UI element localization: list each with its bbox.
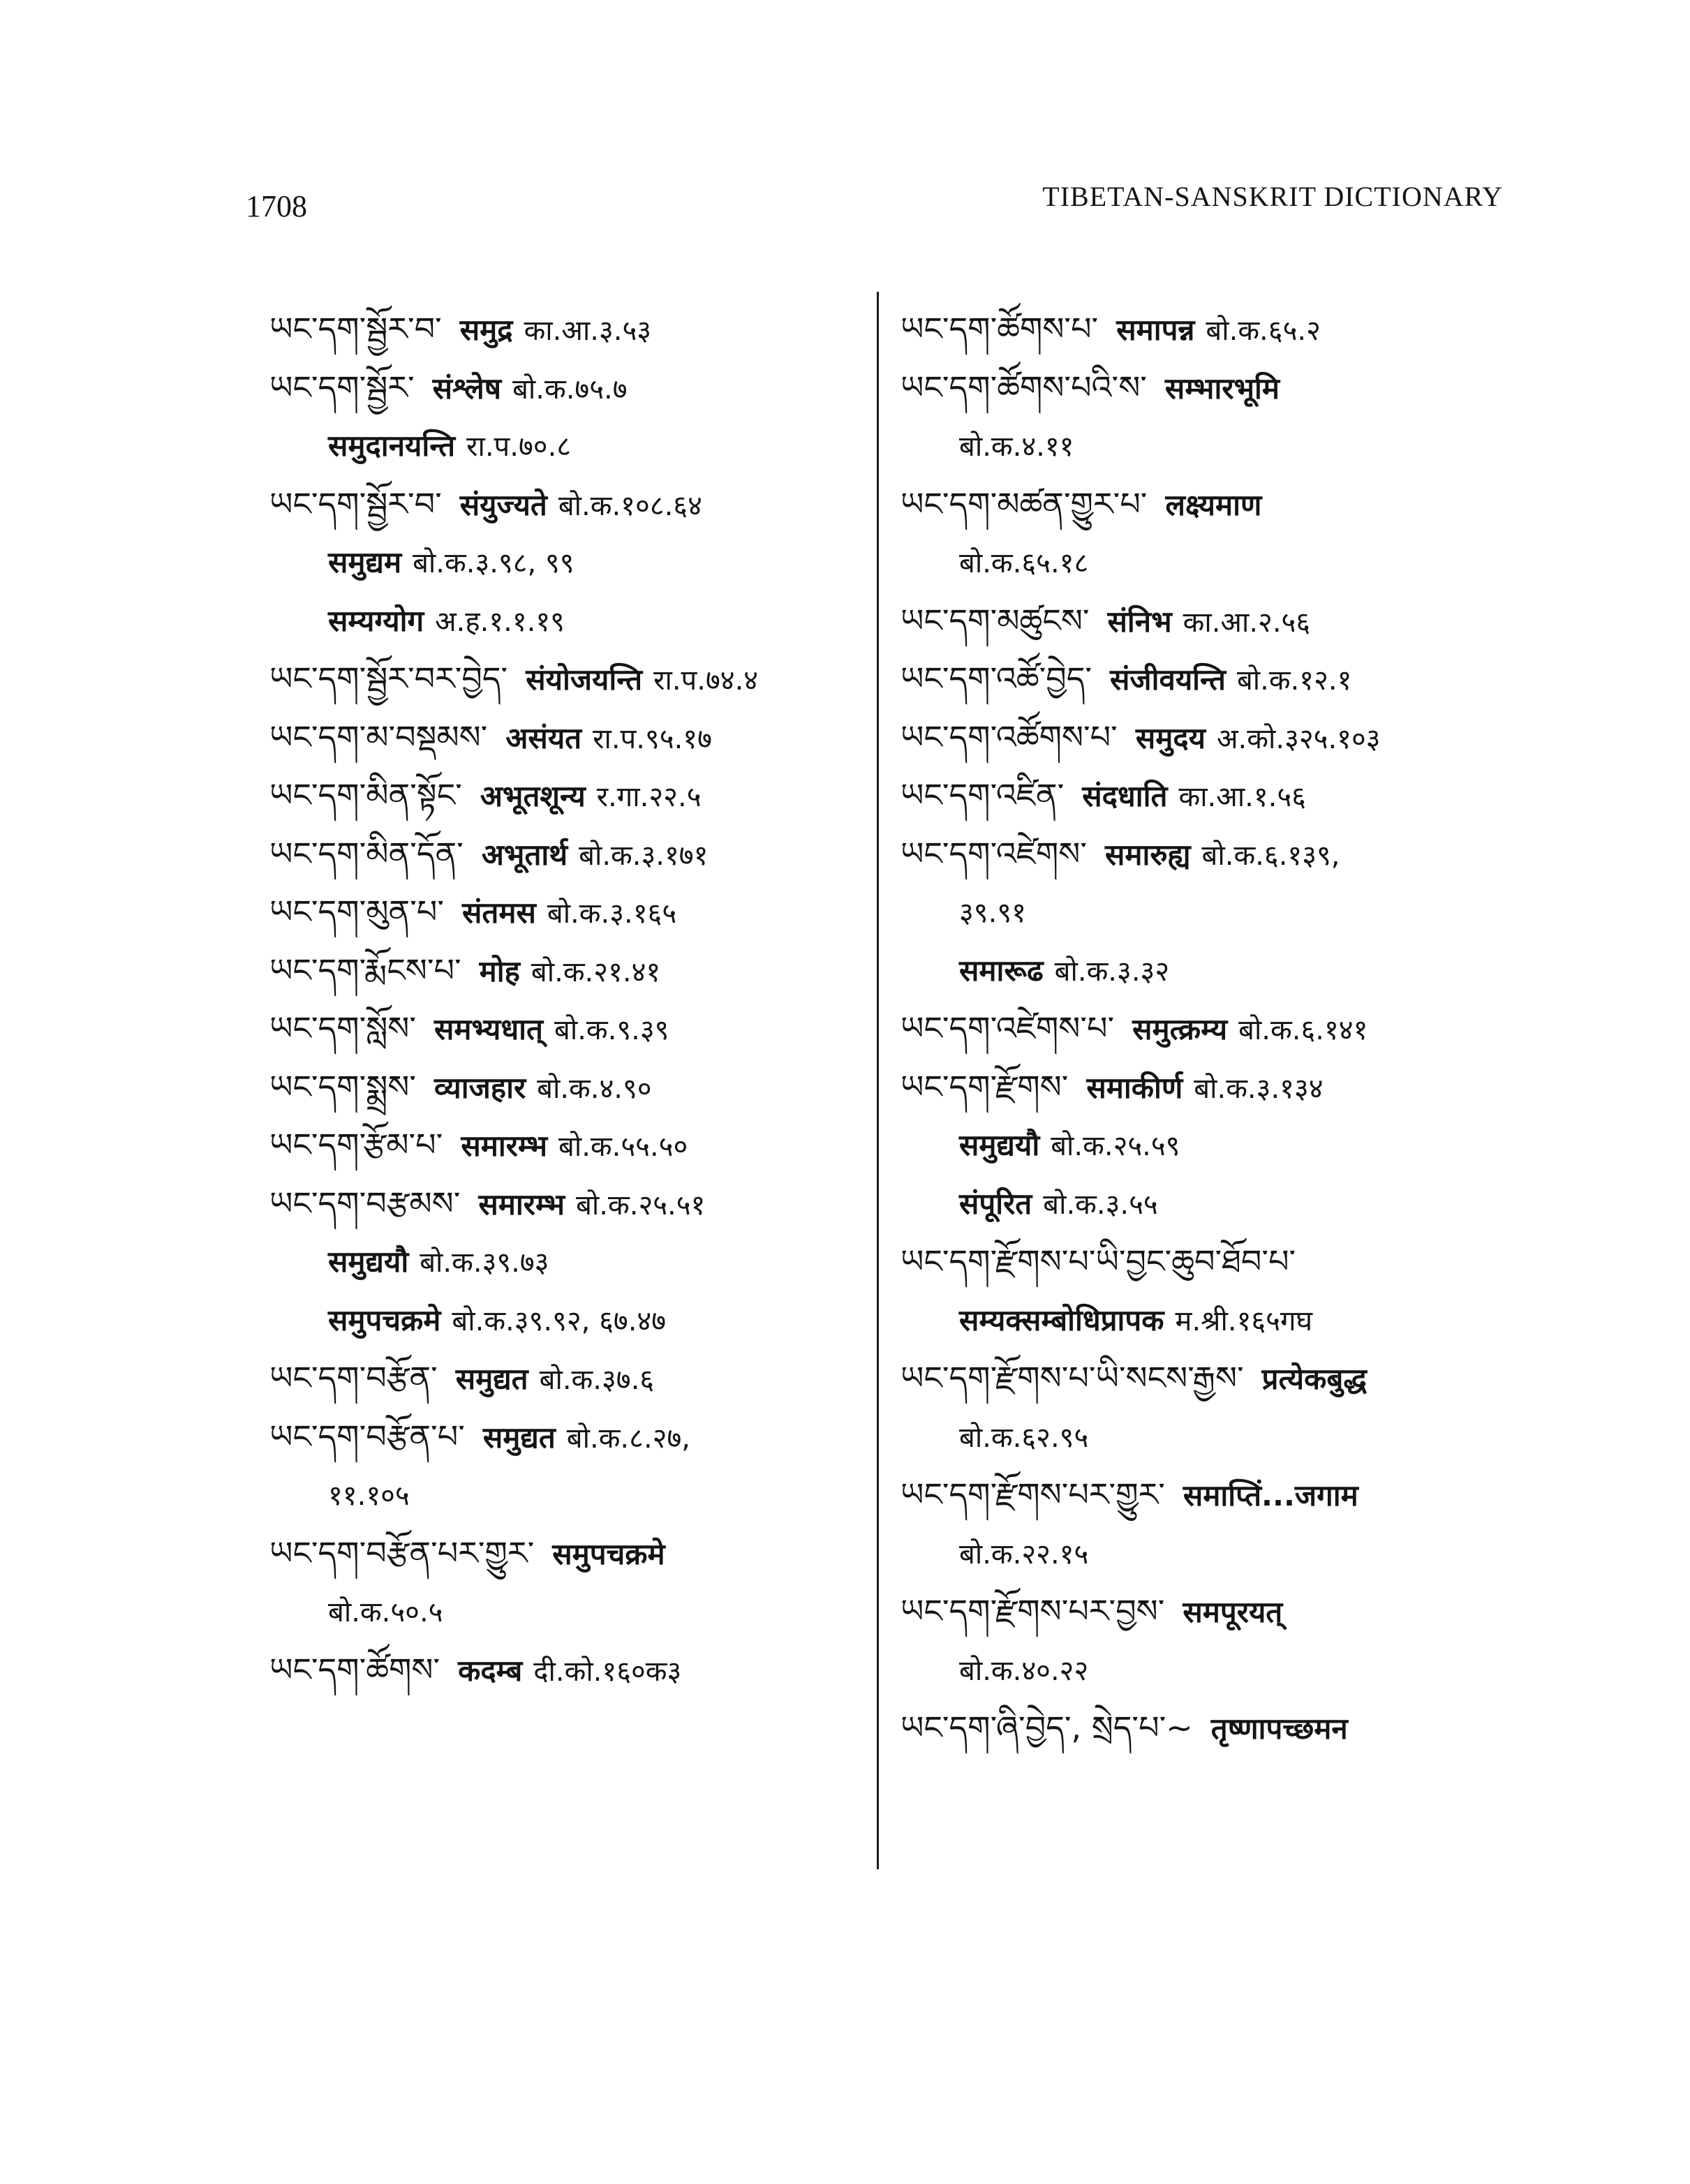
source-reference: बो.क.९.३९	[554, 1014, 669, 1046]
sanskrit-equivalent: संयुज्यते	[459, 487, 547, 522]
sanskrit-equivalent: सम्यक्सम्बोधिप्रापक	[959, 1302, 1164, 1337]
running-head: TIBETAN-SANSKRIT DICTIONARY	[1042, 181, 1503, 212]
source-reference: बो.क.३.१६५	[547, 898, 677, 930]
sanskrit-equivalent: सम्यग्योग	[328, 603, 424, 638]
tibetan-headword: ཡང་དག་འཛེགས་པ་	[900, 1009, 1115, 1047]
sanskrit-equivalent: असंयत	[505, 720, 582, 755]
sanskrit-equivalent: समुद्यम	[328, 545, 402, 579]
sanskrit-equivalent: समपूरयत्	[1183, 1595, 1283, 1629]
source-reference: रा.प.७०.८	[466, 431, 572, 463]
dictionary-entry	[269, 1349, 870, 1408]
tibetan-headword: ཡང་དག་རྫོགས་པ་ཡི་བྱང་ཆུབ་ཐོབ་པ་	[900, 1242, 1296, 1280]
dictionary-entry	[900, 825, 1515, 884]
sanskrit-equivalent: संनिभ	[1107, 604, 1172, 639]
dictionary-entry	[269, 942, 870, 1000]
tibetan-headword: ཡང་དག་འཚོ་བྱེད་	[900, 660, 1092, 697]
dictionary-entry	[269, 475, 870, 534]
tibetan-headword: ཡང་དག་རྩོམ་པ་	[269, 1126, 443, 1164]
tibetan-headword: ཡང་དག་སྦྱོར་	[269, 368, 415, 406]
tibetan-headword: ཡང་དག་ཚོགས་པ་	[900, 310, 1099, 348]
sanskrit-equivalent: समुद्र	[459, 313, 513, 347]
dictionary-entry	[900, 1000, 1515, 1058]
tibetan-headword: ཡང་དག་རྫོགས་པར་བྱས་	[900, 1592, 1165, 1630]
entry-continuation-line	[269, 417, 870, 475]
source-reference: रा.प.७४.४	[653, 664, 759, 697]
source-reference: बो.क.३९.७३	[420, 1247, 549, 1279]
sanskrit-equivalent: समाकीर्ण	[1086, 1070, 1183, 1105]
sanskrit-equivalent: समुदय	[1135, 720, 1206, 755]
entry-continuation-line	[269, 533, 870, 592]
source-reference: बो.क.४.९०	[537, 1072, 652, 1105]
tibetan-headword: ཡང་དག་འཚོགས་པ་	[900, 718, 1118, 756]
source-reference: बो.क.५०.५	[328, 1596, 443, 1628]
source-reference: बो.क.३.१३४	[1194, 1072, 1324, 1105]
sanskrit-equivalent: संतमस	[462, 896, 536, 930]
column-divider	[877, 292, 879, 1869]
tibetan-headword: ཡང་དག་བརྩམས་	[269, 1184, 461, 1222]
sanskrit-equivalent: व्याजहार	[434, 1070, 526, 1105]
source-reference: ११.१०५	[328, 1480, 410, 1512]
dictionary-entry	[269, 1175, 870, 1233]
entry-continuation-line	[900, 533, 1515, 592]
tibetan-headword: ཡང་དག་འཛེགས་	[900, 834, 1087, 872]
source-reference: बो.क.१०८.६४	[558, 489, 702, 522]
source-reference: बो.क.६५.१८	[959, 547, 1089, 579]
left-column	[269, 300, 870, 1699]
tibetan-headword: ཡང་དག་མཚན་གྱུར་པ་	[900, 484, 1148, 523]
tibetan-headword: ཡང་དག་བརྩོན་པར་གྱུར་	[269, 1533, 535, 1572]
dictionary-entry	[269, 300, 870, 359]
source-reference: अ.को.३२५.१०३	[1217, 722, 1381, 755]
dictionary-entry	[269, 359, 870, 417]
sanskrit-equivalent: समुत्क्रम्य	[1132, 1012, 1228, 1046]
sanskrit-equivalent: अभूतार्थ	[481, 837, 568, 872]
tibetan-headword: ཡང་དག་བརྩོན་	[269, 1359, 438, 1397]
dictionary-entry	[900, 650, 1515, 708]
source-reference: अ.ह.१.१.१९	[435, 605, 565, 638]
dictionary-entry	[900, 1582, 1515, 1641]
dictionary-entry	[900, 359, 1515, 417]
sanskrit-equivalent: समापन्न	[1116, 313, 1195, 347]
sanskrit-equivalent: संदधाति	[1082, 779, 1168, 813]
dictionary-entry	[269, 1524, 870, 1583]
entry-continuation-line	[900, 417, 1515, 475]
source-reference: बो.क.३.१७१	[579, 839, 709, 872]
source-reference: बो.क.३७.६	[539, 1364, 655, 1396]
sanskrit-equivalent: समुपचक्रमे	[552, 1536, 665, 1571]
sanskrit-equivalent: लक्ष्यमाण	[1165, 487, 1262, 522]
sanskrit-equivalent: समभ्यधात्	[434, 1012, 543, 1046]
entry-continuation-line	[900, 1291, 1515, 1350]
sanskrit-equivalent: समारम्भ	[461, 1129, 548, 1163]
dictionary-entry	[269, 1641, 870, 1700]
dictionary-entry	[900, 708, 1515, 767]
source-reference: बो.क.६.१४१	[1238, 1014, 1368, 1046]
dictionary-entry	[269, 708, 870, 767]
source-reference: र.गा.२२.५	[596, 781, 702, 813]
tibetan-headword: ཡང་དག་སྨྲས་	[269, 1067, 416, 1106]
sanskrit-equivalent: संजीवयन्ति	[1110, 662, 1226, 697]
entry-continuation-line	[900, 1175, 1515, 1233]
entry-continuation-line	[269, 1582, 870, 1641]
entry-continuation-line	[900, 1116, 1515, 1175]
source-reference: का.आ.२.५६	[1183, 606, 1311, 639]
source-reference: बो.क.१२.१	[1236, 664, 1352, 697]
source-reference: का.आ.१.५६	[1178, 781, 1306, 813]
sanskrit-equivalent: संयोजयन्ति	[526, 662, 643, 697]
source-reference: का.आ.३.५३	[524, 315, 652, 347]
dictionary-entry	[900, 475, 1515, 534]
source-reference: बो.क.३.३२	[1054, 955, 1170, 988]
entry-continuation-line	[269, 592, 870, 651]
tibetan-headword: ཡང་དག་སྦྱོར་བ་	[269, 484, 442, 523]
source-reference: बो.क.३.५५	[1043, 1188, 1158, 1221]
source-reference: म.श्री.१६५गघ	[1175, 1305, 1313, 1337]
source-reference: बो.क.४.११	[959, 431, 1074, 463]
source-reference: ३९.९१	[959, 897, 1026, 929]
source-reference: बो.क.२२.१५	[959, 1538, 1089, 1570]
sanskrit-equivalent: कदम्ब	[458, 1653, 523, 1688]
sanskrit-equivalent: अभूतशून्य	[480, 779, 586, 813]
source-reference: बो.क.६२.९५	[959, 1421, 1089, 1454]
source-reference: बो.क.५५.५०	[558, 1131, 688, 1163]
sanskrit-equivalent: समारूढ	[959, 953, 1044, 988]
tibetan-headword: ཡང་དག་སྦྱོར་བར་བྱེད་	[269, 660, 508, 697]
dictionary-entry	[269, 1058, 870, 1117]
tibetan-headword: ཡང་དག་རྫོགས་	[900, 1067, 1069, 1106]
source-reference: बो.क.४०.२२	[959, 1654, 1089, 1687]
source-reference: बो.क.३९.९२, ६७.४७	[452, 1305, 667, 1337]
dictionary-entry	[269, 650, 870, 708]
tibetan-headword: ཡང་དག་སློས་	[269, 1009, 416, 1047]
dictionary-entry	[900, 1058, 1515, 1117]
source-reference: दी.को.१६०क३	[533, 1655, 682, 1688]
right-column	[900, 300, 1515, 1758]
dictionary-entry	[900, 1233, 1515, 1291]
tibetan-headword: ཡང་དག་མུན་པ་	[269, 893, 445, 930]
dictionary-entry	[900, 766, 1515, 825]
dictionary-entry	[900, 300, 1515, 359]
tibetan-headword: ཡང་དག་རྫོགས་པ་ཡི་སངས་རྒྱས་	[900, 1359, 1244, 1397]
dictionary-entry	[269, 766, 870, 825]
entry-continuation-line	[269, 1291, 870, 1350]
tibetan-headword: ཡང་དག་རྫོགས་པར་གྱུར་	[900, 1476, 1165, 1513]
entry-continuation-line	[900, 1641, 1515, 1700]
dictionary-entry	[269, 1000, 870, 1058]
source-reference: बो.क.३.९८, ९९	[413, 547, 575, 579]
tibetan-headword: ཡང་དག་རྨོངས་པ་	[269, 951, 461, 989]
source-reference: रा.प.९५.१७	[593, 722, 712, 755]
sanskrit-equivalent: समारुह्य	[1104, 837, 1191, 872]
tibetan-headword: ཡང་དག་མིན་སྟོང་	[269, 776, 462, 814]
source-reference: बो.क.८.२७,	[566, 1422, 690, 1455]
dictionary-entry	[269, 1408, 870, 1466]
dictionary-entry	[900, 592, 1515, 651]
source-reference: बो.क.६.१३९,	[1201, 839, 1340, 872]
dictionary-entry	[900, 1349, 1515, 1408]
entry-continuation-line	[269, 1233, 870, 1291]
entry-continuation-line	[900, 1408, 1515, 1466]
sanskrit-equivalent: प्रत्येकबुद्ध	[1261, 1362, 1367, 1396]
page-number: 1708	[246, 189, 307, 223]
sanskrit-equivalent: समुद्ययौ	[959, 1128, 1040, 1162]
entry-continuation-line	[269, 1466, 870, 1524]
sanskrit-equivalent: समुद्यत	[455, 1362, 528, 1396]
dictionary-entry	[900, 1466, 1515, 1524]
dictionary-entry	[269, 883, 870, 942]
entry-continuation-line	[900, 883, 1515, 942]
tibetan-headword: ཡང་དག་བརྩོན་པ་	[269, 1417, 465, 1455]
sanskrit-equivalent: समारम्भ	[478, 1187, 565, 1221]
dictionary-entry	[900, 1699, 1515, 1758]
tibetan-headword: ཡང་དག་ཚོགས་པའི་ས་	[900, 368, 1147, 406]
entry-continuation-line	[900, 942, 1515, 1000]
tibetan-headword: ཡང་དག་ཚོགས་	[269, 1650, 440, 1688]
dictionary-entry	[269, 825, 870, 884]
source-reference: बो.क.२५.५९	[1051, 1130, 1180, 1162]
sanskrit-equivalent: समुद्यत	[482, 1420, 556, 1455]
sanskrit-equivalent: संपूरित	[959, 1186, 1032, 1221]
tibetan-headword: ཡང་དག་མ་བསྡམས་	[269, 718, 488, 756]
source-reference: बो.क.२५.५१	[576, 1189, 706, 1221]
sanskrit-equivalent: समुदानयन्ति	[328, 429, 456, 463]
sanskrit-equivalent: सम्भारभूमि	[1164, 371, 1280, 406]
sanskrit-equivalent: समाप्तिं...जगाम	[1183, 1478, 1358, 1513]
sanskrit-equivalent: समुपचक्रमे	[328, 1302, 441, 1337]
sanskrit-equivalent: मोह	[479, 953, 520, 988]
sanskrit-equivalent: संश्लेष	[432, 371, 502, 406]
sanskrit-equivalent: समुद्ययौ	[328, 1245, 409, 1279]
dictionary-entry	[269, 1116, 870, 1175]
tibetan-headword: ཡང་དག་ཞི་བྱེད་, སྲེད་པ་~	[900, 1709, 1193, 1746]
source-reference: बो.क.२१.४१	[531, 956, 661, 988]
source-reference: बो.क.६५.२	[1206, 315, 1321, 347]
tibetan-headword: ཡང་དག་མཚུངས་	[900, 601, 1090, 639]
entry-continuation-line	[900, 1524, 1515, 1583]
sanskrit-equivalent: तृष्णापच्छमन	[1210, 1711, 1348, 1746]
tibetan-headword: ཡང་དག་སྦྱོར་བ་	[269, 310, 442, 348]
tibetan-headword: ཡང་དག་མིན་དོན་	[269, 834, 464, 872]
source-reference: बो.क.७५.७	[512, 373, 628, 406]
tibetan-headword: ཡང་དག་འཛིན་	[900, 776, 1065, 814]
